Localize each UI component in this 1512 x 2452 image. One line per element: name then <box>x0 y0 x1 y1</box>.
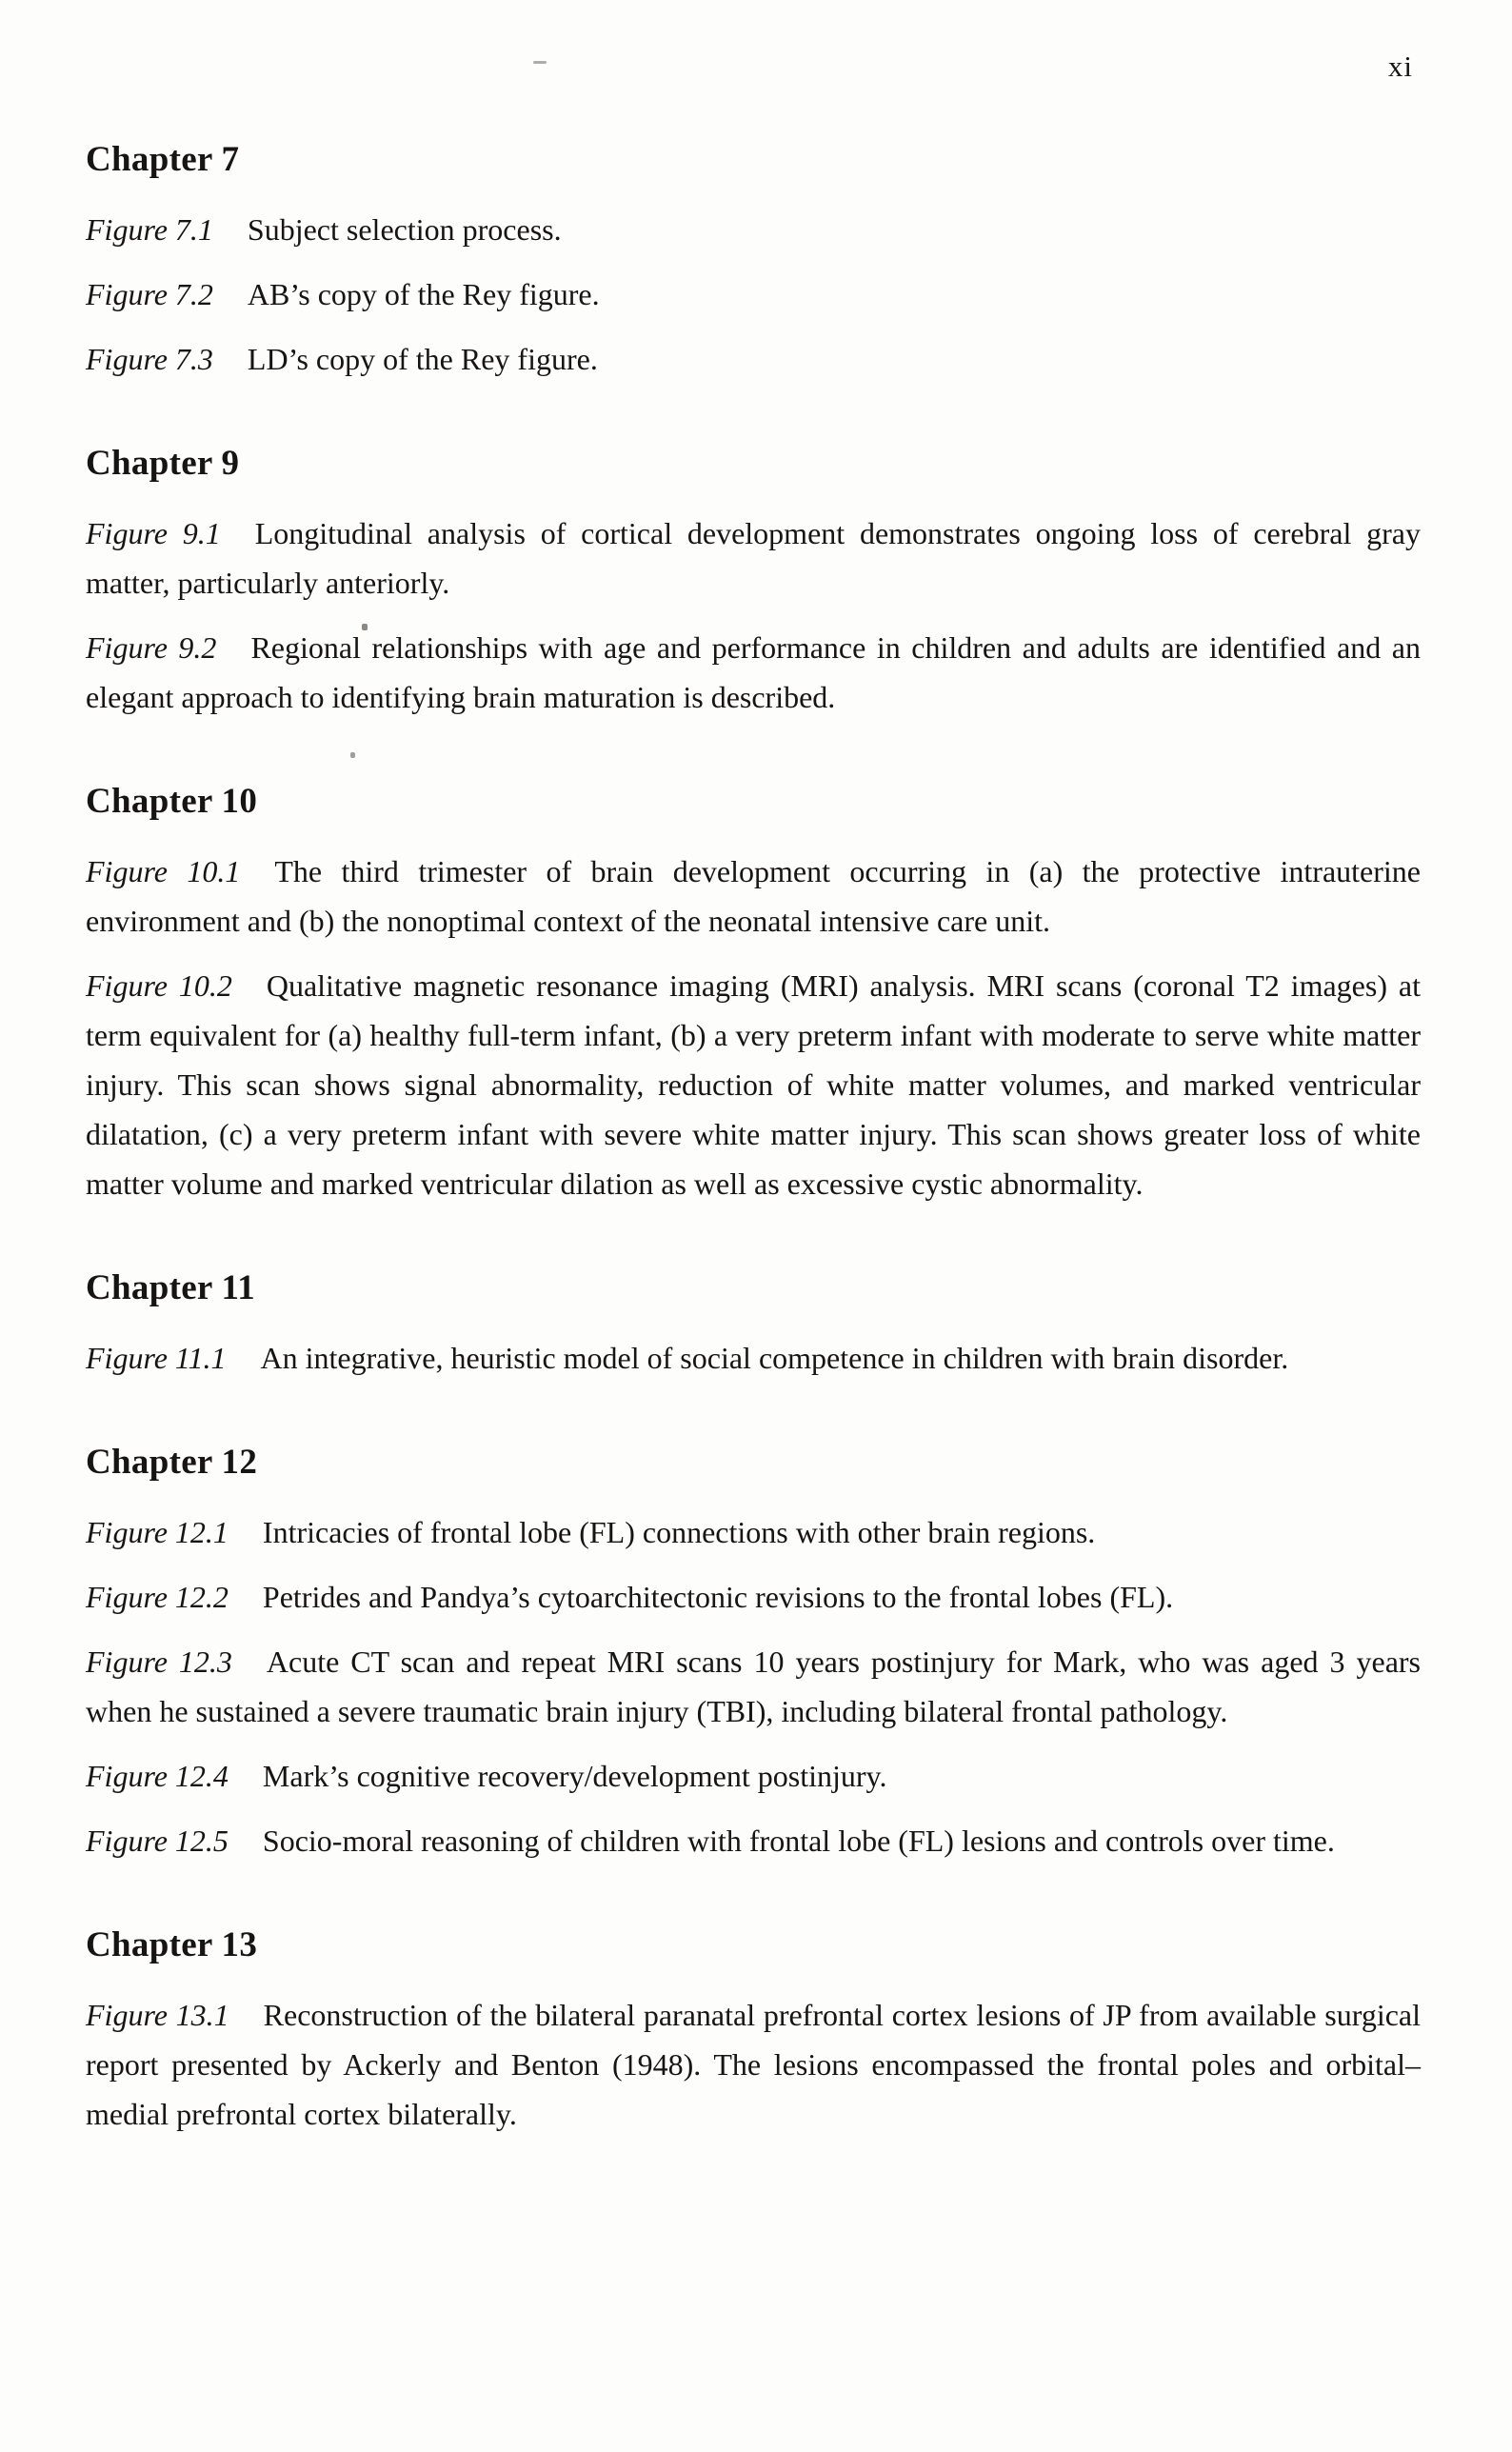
figure-entry <box>86 1816 1421 1865</box>
chapter-title: Chapter 7 <box>86 140 240 179</box>
figure-entry <box>86 334 1421 384</box>
figure-entry <box>86 205 1421 254</box>
figure-caption: Reconstruction of the bilateral paranatal prefrontal cortex lesions of JP from available surgical report presented by Ackerly and Benton (1948). The lesions encompassed the frontal poles and orbital–medial prefrontal cortex bilaterally. <box>86 1998 1422 2131</box>
figure-label: Figure 12.3 <box>86 1645 232 1679</box>
figure-label: Figure 13.1 <box>86 1998 229 2032</box>
figure-label: Figure 12.2 <box>86 1580 229 1614</box>
figure-entry <box>86 1990 1421 2139</box>
figure-caption: The third trimester of brain development occurring in (a) the protective intrauterine environment and (b) the nonoptimal context of the neonatal intensive care unit. <box>86 854 1422 938</box>
chapter-title: Chapter 12 <box>86 1443 258 1482</box>
chapter-9-section <box>86 443 1421 722</box>
figure-label: Figure 12.5 <box>86 1824 229 1858</box>
figure-entry <box>86 1507 1421 1557</box>
figure-caption: Longitudinal analysis of cortical development demonstrates ongoing loss of cerebral gray matter, particularly anteriorly. <box>86 516 1422 600</box>
chapter-13-section <box>86 1924 1421 2139</box>
figure-caption: Socio-moral reasoning of children with frontal lobe (FL) lesions and controls over time. <box>262 1824 1335 1858</box>
page-number: xi <box>1387 50 1413 83</box>
figure-label: Figure 11.1 <box>86 1341 227 1375</box>
figure-entry <box>86 623 1421 722</box>
figure-caption: Mark’s cognitive recovery/development postinjury. <box>262 1759 887 1793</box>
chapter-11-section <box>86 1267 1421 1383</box>
figure-caption: Subject selection process. <box>247 212 562 247</box>
chapter-12-section <box>86 1442 1421 1865</box>
figure-entry <box>86 269 1421 319</box>
figure-caption: Intricacies of frontal lobe (FL) connections with other brain regions. <box>262 1515 1096 1549</box>
figure-label: Figure 10.1 <box>86 854 241 888</box>
figure-caption: An integrative, heuristic model of social competence in children with brain disorder. <box>260 1341 1289 1375</box>
figure-label: Figure 10.2 <box>86 968 232 1003</box>
scan-artifact <box>350 752 355 758</box>
chapter-7-section <box>86 139 1421 384</box>
chapter-title: Chapter 13 <box>86 1925 258 1964</box>
figure-caption: Acute CT scan and repeat MRI scans 10 years postinjury for Mark, who was aged 3 years when he sustained a severe traumatic brain injury (TBI), including bilateral frontal pathology. <box>86 1645 1422 1728</box>
figure-label: Figure 7.3 <box>86 342 213 376</box>
figure-entry <box>86 1572 1421 1622</box>
figure-label: Figure 7.1 <box>86 212 213 247</box>
scan-artifact <box>533 61 547 64</box>
figure-entry <box>86 1333 1421 1383</box>
figure-label: Figure 12.4 <box>86 1759 229 1793</box>
figure-entry <box>86 1751 1421 1801</box>
figure-label: Figure 7.2 <box>86 277 213 311</box>
figure-label: Figure 9.2 <box>86 630 217 665</box>
figure-caption: AB’s copy of the Rey figure. <box>247 277 600 311</box>
figure-entry <box>86 847 1421 946</box>
figure-entry <box>86 1637 1421 1736</box>
figure-caption: Qualitative magnetic resonance imaging (MRI) analysis. MRI scans (coronal T2 images) at term equivalent for (a) healthy full-term infant, (b) a very preterm infant with moderate to serve white matter injury. This scan shows signal abnormality, reduction of white matter volumes, and marked ventricular dilatation, (c) a very preterm infant with severe white matter injury. This scan shows greater loss of white matter volume and marked ventricular dilation as well as excessive cystic abnormality. <box>86 968 1421 1201</box>
chapter-title: Chapter 11 <box>86 1268 256 1307</box>
figure-label: Figure 9.1 <box>86 516 221 550</box>
figure-entry <box>86 508 1421 608</box>
scan-artifact <box>362 624 368 630</box>
chapter-10-section <box>86 781 1421 1208</box>
chapter-title: Chapter 9 <box>86 444 240 483</box>
figure-caption: Regional relationships with age and performance in children and adults are identified and an elegant approach to identifying brain maturation is described. <box>86 630 1422 714</box>
figure-entry <box>86 961 1421 1208</box>
figure-caption: Petrides and Pandya’s cytoarchitectonic revisions to the frontal lobes (FL). <box>262 1580 1174 1614</box>
chapter-title: Chapter 10 <box>86 782 258 821</box>
figure-caption: LD’s copy of the Rey figure. <box>247 342 598 376</box>
figure-label: Figure 12.1 <box>86 1515 229 1549</box>
